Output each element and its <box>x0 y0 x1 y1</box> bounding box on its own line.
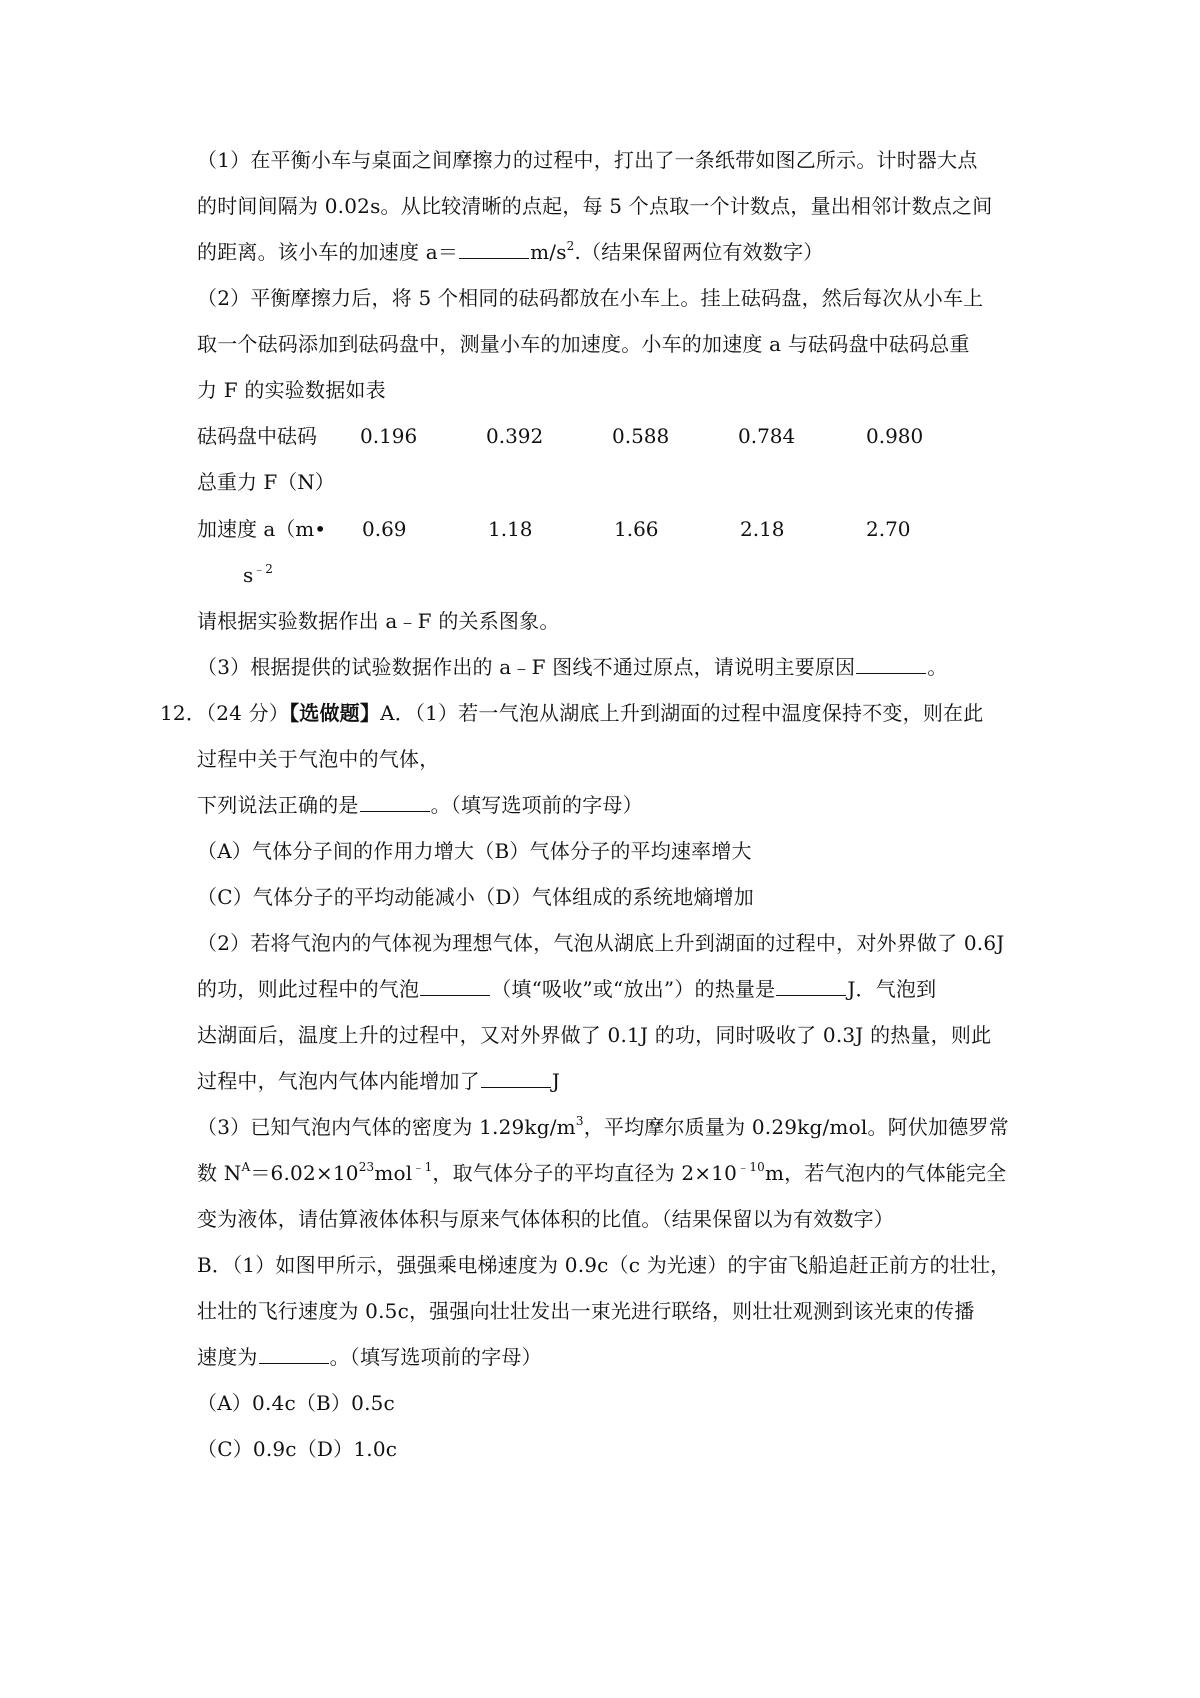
table-cell: 1.66 <box>614 517 659 541</box>
table-cell: 0.588 <box>612 424 670 448</box>
q12-a1-options-ab: （A）气体分子间的作用力增大（B）气体分子的平均速率增大 <box>197 839 752 863</box>
q12-b1-line2: 壮壮的飞行速度为 0.5c，强强向壮壮发出一束光进行联络，则壮壮观测到该光束的传播 <box>197 1299 975 1323</box>
table-cell: 0.392 <box>486 424 544 448</box>
q11-part2-line3: 力 F 的实验数据如表 <box>197 378 386 402</box>
table-cell: 1.18 <box>488 517 533 541</box>
table-cell: 2.70 <box>866 517 911 541</box>
answer-blank[interactable] <box>856 653 926 674</box>
table-row2-label-cont: $s^{﹣2}$ <box>243 562 273 587</box>
q12-b1-options-ab: （A）0.4c（B）0.5c <box>197 1391 395 1415</box>
q12-b1-line3: 速度为 。（填写选项前的字母） <box>197 1345 542 1369</box>
q12-b1-options-cd: （C）0.9c（D）1.0c <box>197 1437 398 1461</box>
answer-blank[interactable] <box>420 975 490 996</box>
q12-a2-line4: 过程中，气泡内气体内能增加了 J <box>197 1069 561 1093</box>
table-cell: 0.69 <box>362 517 407 541</box>
table-cell: 2.18 <box>740 517 785 541</box>
q12-a3-line1: （3）已知气泡内气体的密度为 $1.29kg/m^3$，平均摩尔质量为 0.29kg/mol。阿伏加德罗常 <box>197 1114 1009 1139</box>
q11-part2-line1: （2）平衡摩擦力后，将 5 个相同的砝码都放在小车上。挂上砝码盘，然后每次从小车上 <box>197 286 984 310</box>
q12-heading: 12．（24 分）【选做题】A．（1）若一气泡从湖底上升到湖面的过程中温度保持不变，则在此 <box>160 701 984 725</box>
table-cell: 0.196 <box>360 424 418 448</box>
table-cell: 0.784 <box>738 424 796 448</box>
table-row1-label-cont: 总重力 F（N） <box>197 470 335 494</box>
q11-part3: （3）根据提供的试验数据作出的 a﹣F 图线不通过原点，请说明主要原因 。 <box>197 655 948 679</box>
q12-a3-line2: 数 $N^A=6.02\times 10^{23}mol^{﹣1}$，取气体分子的平均直径为 $2\times 10^{﹣10}m$，若气泡内的气体能完全 <box>197 1160 1007 1185</box>
q11-part1-line2: 的时间间隔为 0.02s。从比较清晰的点起，每 5 个点取一个计数点，量出相邻计数点之间 <box>197 194 993 218</box>
q12-a2-line3: 达湖面后，温度上升的过程中，又对外界做了 0.1J 的功，同时吸收了 0.3J 的热量，则此 <box>197 1023 992 1047</box>
q12-b1-line1: B．（1）如图甲所示，强强乘电梯速度为 0.9c（c 为光速）的宇宙飞船追赶正前方的壮壮， <box>197 1253 1011 1277</box>
q11-part2-line2: 取一个砝码添加到砝码盘中，测量小车的加速度。小车的加速度 a 与砝码盘中砝码总重 <box>197 332 970 356</box>
answer-blank[interactable] <box>776 975 846 996</box>
q12-a3-line3: 变为液体，请估算液体体积与原来气体体积的比值。（结果保留以为有效数字） <box>197 1207 894 1231</box>
q12-a2-line2: 的功，则此过程中的气泡 （填“吸收”或“放出”）的热量是 J．气泡到 <box>197 977 937 1001</box>
answer-blank[interactable] <box>459 238 529 259</box>
answer-blank[interactable] <box>481 1067 551 1088</box>
answer-blank[interactable] <box>259 1343 329 1364</box>
answer-blank[interactable] <box>360 791 430 812</box>
q11-part1-line1: （1）在平衡小车与桌面之间摩擦力的过程中，打出了一条纸带如图乙所示。计时器大点 <box>197 148 978 172</box>
table-row1-label: 砝码盘中砝码 <box>197 424 317 448</box>
q12-a2-line1: （2）若将气泡内的气体视为理想气体，气泡从湖底上升到湖面的过程中，对外界做了 0.6J <box>197 931 1005 955</box>
q11-part1-line3: 的距离。该小车的加速度 $a= m/s^2$.（结果保留两位有效数字） <box>197 239 824 264</box>
table-cell: 0.980 <box>866 424 924 448</box>
q12-a1-options-cd: （C）气体分子的平均动能减小（D）气体组成的系统地熵增加 <box>197 885 754 909</box>
table-row2-label: 加速度 a（m• <box>197 517 327 541</box>
q12-line2: 过程中关于气泡中的气体， <box>197 747 440 771</box>
q12-a1-question: 下列说法正确的是 。（填写选项前的字母） <box>197 793 643 817</box>
q11-part2-after: 请根据实验数据作出 a﹣F 的关系图象。 <box>197 609 560 633</box>
